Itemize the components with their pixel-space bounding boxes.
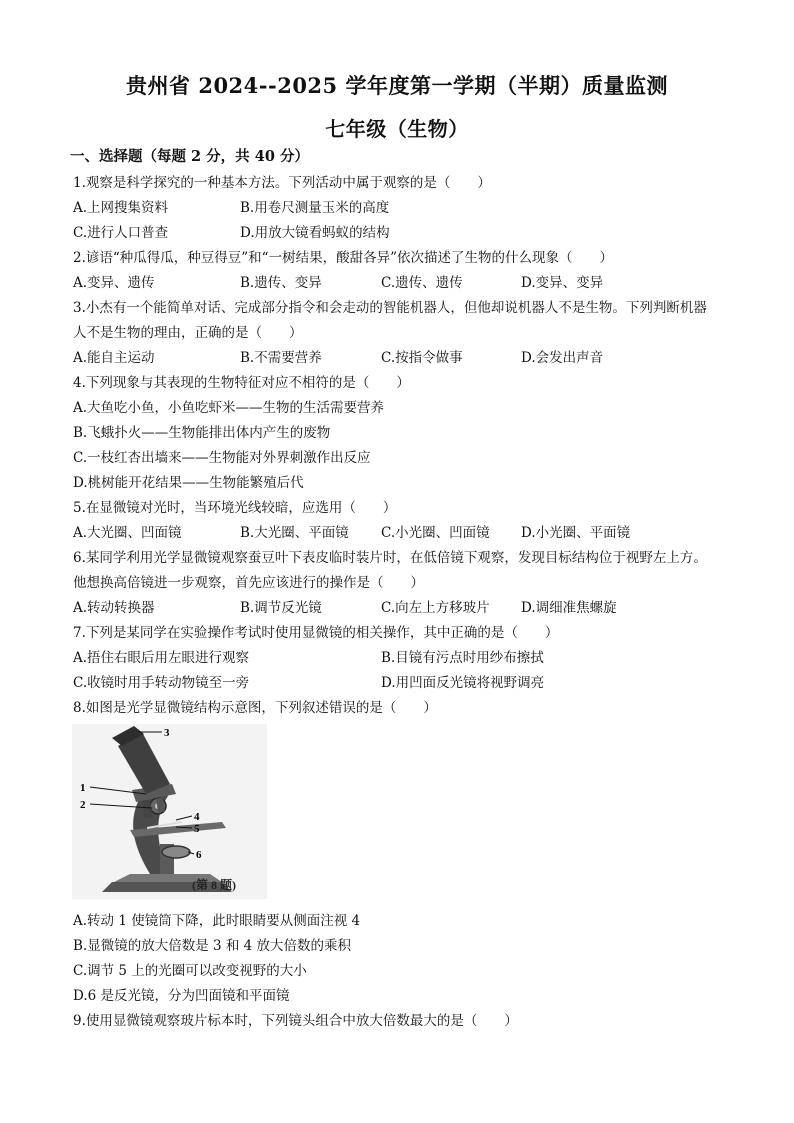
figure-label-3: 3	[164, 727, 170, 739]
figure-caption: (第 8 题)	[192, 878, 236, 892]
section-heading: 一、选择题（每题 2 分，共 40 分）	[70, 148, 309, 165]
figure-label-6: 6	[196, 849, 202, 861]
question-7-stem: 7.下列是某同学在实验操作考试时使用显微镜的相关操作，其中正确的是（ ）	[73, 625, 559, 641]
question-2-option-d: D.变异、变异	[521, 275, 604, 291]
question-2-option-b: B.遗传、变异	[240, 275, 322, 291]
question-8-stem: 8.如图是光学显微镜结构示意图，下列叙述错误的是（ ）	[73, 700, 437, 716]
question-6-option-c: C.向左上方移玻片	[381, 600, 490, 616]
page-subtitle: 七年级（生物）	[325, 117, 469, 141]
question-4-option-a: A.大鱼吃小鱼，小鱼吃虾米——生物的生活需要营养	[73, 400, 385, 416]
question-3-stem-line2: 人不是生物的理由，正确的是（ ）	[73, 325, 303, 341]
question-2-option-a: A.变异、遗传	[73, 275, 155, 291]
figure-label-2: 2	[80, 799, 86, 811]
question-7-option-c: C.收镜时用手转动物镜至一旁	[73, 675, 250, 691]
question-1-option-d: D.用放大镜看蚂蚁的结构	[240, 225, 390, 241]
question-4-stem: 4.下列现象与其表现的生物特征对应不相符的是（ ）	[73, 375, 410, 391]
question-4-option-d: D.桃树能开花结果——生物能繁殖后代	[73, 475, 304, 491]
question-3-option-d: D.会发出声音	[521, 350, 604, 366]
question-8-option-d: D.6 是反光镜，分为凹面镜和平面镜	[73, 988, 290, 1004]
question-6-stem-line2: 他想换高倍镜进一步观察，首先应该进行的操作是（ ）	[73, 575, 424, 591]
question-5-option-c: C.小光圈、凹面镜	[381, 525, 490, 541]
question-5-option-d: D.小光圈、平面镜	[521, 525, 631, 541]
question-1-stem: 1.观察是科学探究的一种基本方法。下列活动中属于观察的是（ ）	[73, 175, 491, 191]
question-6-stem-line1: 6.某同学利用光学显微镜观察蚕豆叶下表皮临时装片时，在低倍镜下观察，发现目标结构位于视野左上方。	[73, 550, 707, 566]
question-8-option-b: B.显微镜的放大倍数是 3 和 4 放大倍数的乘积	[73, 938, 352, 954]
question-3-stem-line1: 3.小杰有一个能简单对话、完成部分指令和会走动的智能机器人，但他却说机器人不是生物。下列判断机器	[73, 300, 707, 316]
question-1-option-b: B.用卷尺测量玉米的高度	[240, 200, 390, 216]
question-6-option-a: A.转动转换器	[73, 600, 155, 616]
question-5-option-b: B.大光圈、平面镜	[240, 525, 349, 541]
question-1-option-a: A.上网搜集资料	[73, 200, 169, 216]
figure-label-1: 1	[80, 782, 86, 794]
question-4-option-b: B.飞蛾扑火——生物能排出体内产生的废物	[73, 425, 331, 441]
question-7-option-a: A.捂住右眼后用左眼进行观察	[73, 650, 250, 666]
question-8-option-c: C.调节 5 上的光圈可以改变视野的大小	[73, 963, 307, 979]
microscope-diagram	[72, 724, 267, 899]
question-8-option-a: A.转动 1 使镜筒下降，此时眼睛要从侧面注视 4	[73, 913, 361, 929]
question-6-option-d: D.调细准焦螺旋	[521, 600, 617, 616]
question-3-option-c: C.按指令做事	[381, 350, 463, 366]
question-9-stem: 9.使用显微镜观察玻片标本时，下列镜头组合中放大倍数最大的是（ ）	[73, 1013, 518, 1029]
question-3-option-b: B.不需要营养	[240, 350, 322, 366]
question-1-option-c: C.进行人口普查	[73, 225, 169, 241]
figure-label-5: 5	[194, 823, 200, 835]
question-2-option-c: C.遗传、遗传	[381, 275, 463, 291]
question-5-option-a: A.大光圈、凹面镜	[73, 525, 182, 541]
figure-label-4: 4	[194, 811, 200, 823]
question-6-option-b: B.调节反光镜	[240, 600, 322, 616]
question-4-option-c: C.一枝红杏出墙来——生物能对外界刺激作出反应	[73, 450, 371, 466]
question-7-option-d: D.用凹面反光镜将视野调亮	[381, 675, 545, 691]
question-2-stem: 2.谚语“种瓜得瓜，种豆得豆”和“一树结果，酸甜各异”依次描述了生物的什么现象（ ）	[73, 250, 613, 266]
question-7-option-b: B.目镜有污点时用纱布擦拭	[381, 650, 544, 666]
page-title: 贵州省 2024--2025 学年度第一学期（半期）质量监测	[126, 73, 668, 98]
question-5-stem: 5.在显微镜对光时，当环境光线较暗，应选用（ ）	[73, 500, 397, 516]
microscope-figure	[72, 724, 267, 899]
question-3-option-a: A.能自主运动	[73, 350, 155, 366]
